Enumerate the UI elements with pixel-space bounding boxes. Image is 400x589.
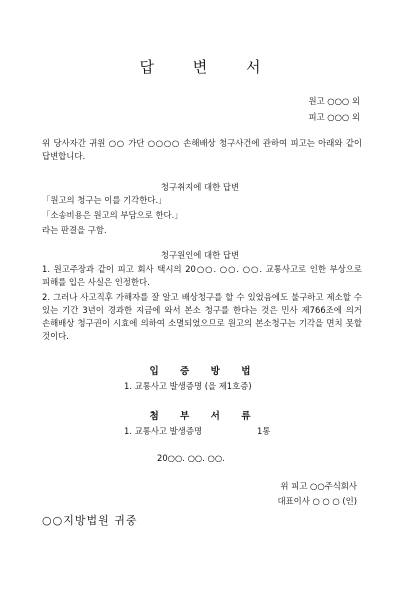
signature-representative: 대표이사 ○ ○ ○ (인) bbox=[277, 496, 357, 506]
document-title: 답 변 서 bbox=[139, 58, 278, 76]
claim-purpose-item-2: 「소송비용은 원고의 부담으로 한다.」 bbox=[42, 210, 183, 220]
attachment-count: 1통 bbox=[257, 426, 271, 436]
claim-purpose-item-1: 「원고의 청구는 이를 기각한다.」 bbox=[42, 195, 167, 205]
evidence-heading: 입 증 방 법 bbox=[149, 366, 260, 377]
claim-cause-item-2: 2. 그러나 사고직후 가해자를 잘 알고 배상청구를 할 수 있었음에도 불구하고 제소할 수 있는 기간 3년이 경과한 지금에 와서 본소 청구를 한다는 것은 민사 제766조에 의거 손해배상 청구권이 시효에 의하여 소멸되었으므로 원고의 본소청구는 기각을 면치 못할 것이다. bbox=[42, 292, 362, 341]
signature-company: 위 피고 ○○주식회사 bbox=[280, 481, 357, 491]
claim-cause-heading: 청구원인에 대한 답변 bbox=[160, 250, 240, 260]
court-addressee: ○○지방법원 귀중 bbox=[42, 514, 138, 527]
intro-paragraph: 위 당사자간 귀원 ○○ 가단 ○○○○ 손해배상 청구사건에 관하여 피고는 아래와 같이 답변합니다. bbox=[42, 138, 362, 161]
claim-cause-item-1: 1. 원고주장과 같이 피고 회사 택시의 20○○. ○○. ○○. 교통사고로 인한 부상으로 피해를 입은 사실은 인정한다. bbox=[42, 264, 362, 287]
evidence-item: 1. 교통사고 발생증명 (을 제1호증) bbox=[124, 381, 252, 391]
defendant-line: 피고 ○○○ 외 bbox=[308, 112, 360, 122]
document-date: 20○○. ○○. ○○. bbox=[157, 453, 225, 463]
plaintiff-line: 원고 ○○○ 외 bbox=[308, 96, 360, 106]
attachment-item: 1. 교통사고 발생증명 bbox=[124, 426, 203, 436]
claim-purpose-heading: 청구취지에 대한 답변 bbox=[160, 182, 240, 192]
claim-purpose-closing: 라는 판결을 구함. bbox=[42, 225, 107, 235]
attachments-heading: 첨 부 서 류 bbox=[149, 411, 260, 422]
